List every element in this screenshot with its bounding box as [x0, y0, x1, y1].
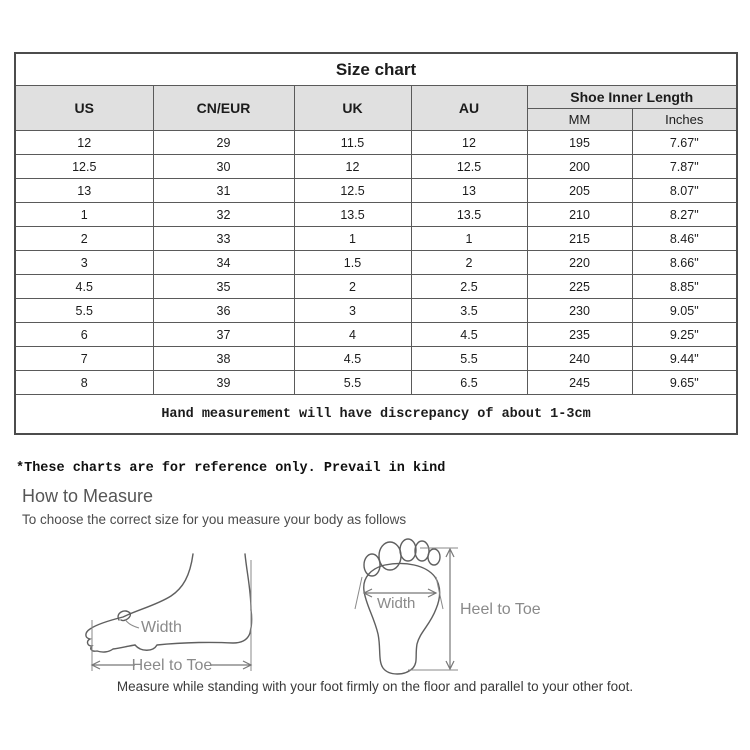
cell-au: 12.5 — [411, 155, 527, 179]
table-row — [15, 155, 737, 179]
cell-us: 13 — [15, 179, 153, 203]
table-title-row — [15, 53, 737, 86]
cell-us: 7 — [15, 347, 153, 371]
cell-mm: 245 — [527, 371, 632, 395]
cell-inches: 8.85" — [632, 275, 737, 299]
cell-au: 1 — [411, 227, 527, 251]
toe-icon — [428, 549, 440, 565]
column-header-cn-eur: CN/EUR — [153, 86, 294, 131]
foot-side-view-diagram — [75, 540, 275, 680]
cell-cn-eur: 33 — [153, 227, 294, 251]
how-to-measure-subtitle: To choose the correct size for you measure your body as follows — [22, 512, 407, 527]
cell-inches: 8.66" — [632, 251, 737, 275]
cell-cn-eur: 32 — [153, 203, 294, 227]
cell-uk: 11.5 — [294, 131, 411, 155]
how-to-measure-heading: How to Measure — [22, 486, 154, 506]
reference-note: *These charts are for reference only. Prevail in kind — [16, 461, 446, 476]
sole-width-label: Width — [377, 595, 416, 612]
cell-cn-eur: 38 — [153, 347, 294, 371]
cell-cn-eur: 35 — [153, 275, 294, 299]
cell-us: 2 — [15, 227, 153, 251]
column-header-shoe-inner-length: Shoe Inner Length — [527, 86, 737, 109]
table-row — [15, 275, 737, 299]
cell-mm: 200 — [527, 155, 632, 179]
cell-uk: 1 — [294, 227, 411, 251]
cell-au: 5.5 — [411, 347, 527, 371]
cell-us: 12.5 — [15, 155, 153, 179]
cell-cn-eur: 30 — [153, 155, 294, 179]
foot-sole-view-diagram — [350, 533, 555, 683]
cell-mm: 225 — [527, 275, 632, 299]
table-row — [15, 179, 737, 203]
cell-us: 1 — [15, 203, 153, 227]
cell-uk: 1.5 — [294, 251, 411, 275]
column-header-uk: UK — [294, 86, 411, 131]
cell-inches: 9.25" — [632, 323, 737, 347]
cell-uk: 3 — [294, 299, 411, 323]
cell-au: 12 — [411, 131, 527, 155]
table-row — [15, 131, 737, 155]
cell-cn-eur: 37 — [153, 323, 294, 347]
cell-cn-eur: 31 — [153, 179, 294, 203]
measure-caption: Measure while standing with your foot firmly on the floor and parallel to your other foot. — [116, 679, 634, 694]
cell-mm: 240 — [527, 347, 632, 371]
cell-cn-eur: 39 — [153, 371, 294, 395]
table-row — [15, 371, 737, 395]
cell-inches: 7.67" — [632, 131, 737, 155]
cell-mm: 230 — [527, 299, 632, 323]
table-footnote-row — [15, 395, 737, 435]
toe-icon — [415, 541, 429, 561]
cell-inches: 8.46" — [632, 227, 737, 251]
cell-inches: 8.07" — [632, 179, 737, 203]
column-header-inches: Inches — [632, 109, 737, 131]
table-row — [15, 227, 737, 251]
cell-uk: 5.5 — [294, 371, 411, 395]
cell-au: 3.5 — [411, 299, 527, 323]
side-heel-to-toe-label: Heel to Toe — [131, 657, 213, 674]
side-width-label: Width — [141, 619, 182, 636]
cell-au: 13.5 — [411, 203, 527, 227]
cell-au: 2 — [411, 251, 527, 275]
cell-us: 12 — [15, 131, 153, 155]
cell-mm: 205 — [527, 179, 632, 203]
cell-us: 4.5 — [15, 275, 153, 299]
sole-heel-to-toe-label: Heel to Toe — [460, 601, 541, 618]
cell-cn-eur: 34 — [153, 251, 294, 275]
table-row — [15, 203, 737, 227]
cell-au: 6.5 — [411, 371, 527, 395]
cell-mm: 235 — [527, 323, 632, 347]
cell-us: 5.5 — [15, 299, 153, 323]
cell-cn-eur: 36 — [153, 299, 294, 323]
cell-au: 4.5 — [411, 323, 527, 347]
table-title: Size chart — [15, 53, 737, 86]
cell-au: 2.5 — [411, 275, 527, 299]
cell-mm: 215 — [527, 227, 632, 251]
toe-icon — [400, 539, 416, 561]
cell-us: 3 — [15, 251, 153, 275]
cell-cn-eur: 29 — [153, 131, 294, 155]
cell-inches: 9.05" — [632, 299, 737, 323]
table-row — [15, 347, 737, 371]
toe-icon — [364, 554, 380, 576]
column-header-au: AU — [411, 86, 527, 131]
cell-us: 8 — [15, 371, 153, 395]
cell-us: 6 — [15, 323, 153, 347]
size-chart-table — [14, 52, 738, 435]
table-footnote: Hand measurement will have discrepancy of about 1-3cm — [15, 395, 737, 435]
table-row — [15, 323, 737, 347]
cell-uk: 13.5 — [294, 203, 411, 227]
cell-mm: 220 — [527, 251, 632, 275]
cell-inches: 9.65" — [632, 371, 737, 395]
toe-icon — [379, 542, 401, 570]
cell-inches: 9.44" — [632, 347, 737, 371]
cell-uk: 4.5 — [294, 347, 411, 371]
cell-uk: 12.5 — [294, 179, 411, 203]
cell-mm: 195 — [527, 131, 632, 155]
cell-inches: 7.87" — [632, 155, 737, 179]
column-header-us: US — [15, 86, 153, 131]
cell-au: 13 — [411, 179, 527, 203]
cell-mm: 210 — [527, 203, 632, 227]
cell-uk: 2 — [294, 275, 411, 299]
column-header-mm: MM — [527, 109, 632, 131]
cell-uk: 4 — [294, 323, 411, 347]
cell-inches: 8.27" — [632, 203, 737, 227]
table-header-row — [15, 86, 737, 109]
table-row — [15, 299, 737, 323]
cell-uk: 12 — [294, 155, 411, 179]
table-row — [15, 251, 737, 275]
